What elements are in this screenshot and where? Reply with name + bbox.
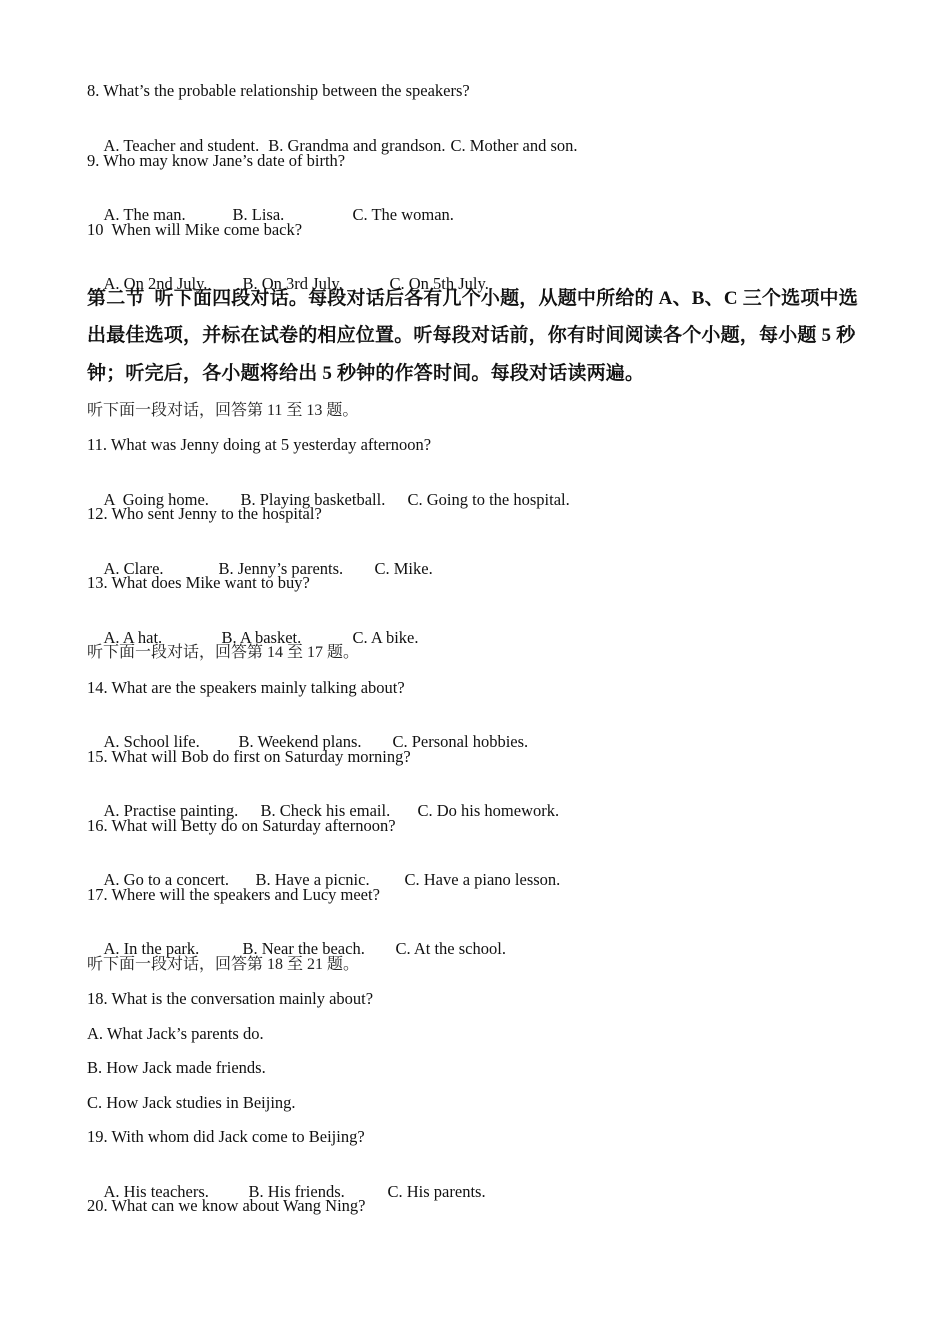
group-instruction: 听下面一段对话，回答第 14 至 17 题。 — [87, 644, 360, 661]
option-b: B. A basket. — [221, 628, 302, 647]
option-c: C. Have a piano lesson. — [404, 870, 561, 889]
option-c: C. Do his homework. — [417, 801, 560, 820]
question-stem: 19. With whom did Jack come to Beijing? — [87, 1127, 365, 1146]
question-stem: 17. Where will the speakers and Lucy meet? — [87, 885, 380, 904]
option-c: C. Personal hobbies. — [392, 732, 529, 751]
option-b: B. Playing basketball. — [240, 490, 386, 509]
option-a: A Going home. — [103, 490, 209, 509]
section-heading-line-2: 出最佳选项，并标在试卷的相应位置。听每段对话前，你有时间阅读各个小题，每小题 5 秒 — [87, 325, 856, 346]
option-c: C. Mike. — [374, 559, 433, 578]
option-a: A. What Jack’s parents do. — [87, 1024, 264, 1043]
option-a: A. The man. — [103, 205, 186, 224]
question-stem: 18. What is the conversation mainly about? — [87, 989, 374, 1008]
option-a: A. Clare. — [103, 559, 164, 578]
option-a: A. Practise painting. — [103, 801, 239, 820]
option-a: A. School life. — [103, 732, 200, 751]
option-a: A. His teachers. — [103, 1182, 209, 1201]
option-b: B. How Jack made friends. — [87, 1058, 266, 1077]
option-c: C. Mother and son. — [450, 136, 578, 155]
question-stem: 20. What can we know about Wang Ning? — [87, 1196, 366, 1215]
option-b: B. Have a picnic. — [255, 870, 370, 889]
question-stem: 16. What will Betty do on Saturday afternoon? — [87, 816, 396, 835]
question-stem: 14. What are the speakers mainly talking about? — [87, 678, 405, 697]
option-a: A. In the park. — [103, 939, 200, 958]
option-c: C. Going to the hospital. — [407, 490, 570, 509]
option-b: B. Weekend plans. — [238, 732, 362, 751]
question-stem: 8. What’s the probable relationship between the speakers? — [87, 81, 470, 100]
option-a: A. A hat. — [103, 628, 163, 647]
option-c: C. At the school. — [395, 939, 506, 958]
option-b: B. Jenny’s parents. — [218, 559, 344, 578]
option-b: B. Grandma and grandson. — [268, 136, 446, 155]
option-b: B. Near the beach. — [242, 939, 365, 958]
option-c: C. On 5th July. — [389, 274, 489, 293]
question-stem: 10 When will Mike come back? — [87, 220, 303, 239]
section-heading-line-3: 钟；听完后，各小题将给出 5 秒钟的作答时间。每段对话读两遍。 — [87, 363, 645, 384]
question-stem: 15. What will Bob do first on Saturday morning? — [87, 747, 411, 766]
question-stem: 13. What does Mike want to buy? — [87, 573, 310, 592]
option-c: C. His parents. — [387, 1182, 486, 1201]
group-instruction: 听下面一段对话，回答第 11 至 13 题。 — [87, 402, 359, 419]
option-b: B. On 3rd July. — [242, 274, 343, 293]
section-heading-line-1: 第二节 听下面四段对话。每段对话后各有几个小题，从题中所给的 A、B、C 三个选项中选 — [87, 288, 858, 309]
option-c: C. The woman. — [352, 205, 454, 224]
option-b: B. Lisa. — [232, 205, 285, 224]
question-stem: 9. Who may know Jane’s date of birth? — [87, 151, 346, 170]
question-stem: 11. What was Jenny doing at 5 yesterday afternoon? — [87, 435, 432, 454]
option-a: A. On 2nd July. — [103, 274, 208, 293]
option-b: B. His friends. — [248, 1182, 345, 1201]
question-stem: 12. Who sent Jenny to the hospital? — [87, 504, 322, 523]
option-a: A. Go to a concert. — [103, 870, 230, 889]
option-c: C. A bike. — [352, 628, 419, 647]
option-a: A. Teacher and student. — [103, 136, 260, 155]
group-instruction: 听下面一段对话，回答第 18 至 21 题。 — [87, 956, 360, 973]
option-b: B. Check his email. — [260, 801, 391, 820]
option-c: C. How Jack studies in Beijing. — [87, 1093, 296, 1112]
